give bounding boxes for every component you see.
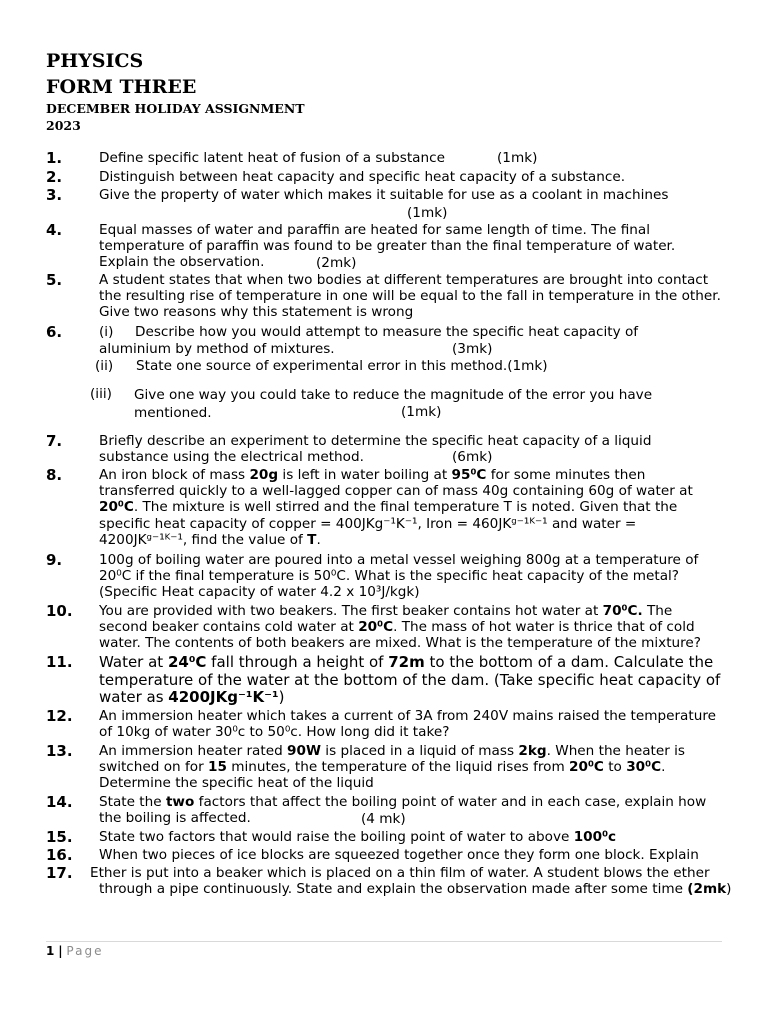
marks-label: (2mk) [316,255,357,271]
question-text: 100g of boiling water are poured into a metal vessel weighing 800g at a temperature of 20⁰C if the final temperature is 50⁰C. What is the specific heat capacity of the metal? (Specific Heat capacity of water 4.2 x 10³J/kgk) [99,552,699,601]
form-title: FORM THREE [46,76,197,98]
marks-label: (4 mk) [361,811,406,827]
marks-label: (1mk) [497,150,538,166]
question-number: 14. [46,793,73,811]
question-number: 17. [46,864,73,882]
question-number: 12. [46,707,73,725]
question-number: 10. [46,602,73,620]
question-text: A student states that when two bodies at different temperatures are brought into contact the resulting rise of temperature in one will be equal to the fall in temperature in the other. Give two reasons why this statement is wrong [99,272,721,321]
part-text: State one source of experimental error in this method.(1mk) [136,358,548,374]
part-label: (ii) [95,358,114,374]
page-label: Page [66,944,104,958]
question-text: Water at 24⁰C fall through a height of 72m to the bottom of a dam. Calculate the temperature of the water at the bottom of the dam. (Take specific heat capacity of water as 4200JKg⁻¹K⁻¹) [99,653,721,706]
question-text: Give the property of water which makes it suitable for use as a coolant in machines [99,187,669,203]
footer-divider [46,941,722,942]
footer-separator: | [58,944,63,958]
year-label: 2023 [46,118,81,133]
question-number: 2. [46,168,63,186]
question-number: 5. [46,271,63,289]
question-number: 15. [46,828,73,846]
page-number: 1 [46,944,55,958]
question-text: Distinguish between heat capacity and specific heat capacity of a substance. [99,169,626,185]
question-text: Briefly describe an experiment to determine the specific heat capacity of a liquid substance using the electrical method. [99,433,652,466]
question-number: 7. [46,432,63,450]
marks-label: (3mk) [452,341,493,357]
question-text: Define specific latent heat of fusion of a substance [99,150,445,166]
question-number: 8. [46,466,63,484]
subject-title: PHYSICS [46,50,144,72]
document-header [46,48,305,134]
part-label: (iii) [90,386,112,402]
question-text: When two pieces of ice blocks are squeezed together once they form one block. Explain [99,847,699,863]
question-number: 13. [46,742,73,760]
question-text: An immersion heater rated 90W is placed in a liquid of mass 2kg. When the heater is switched on for 15 minutes, the temperature of the liquid rises from 20⁰C to 30⁰C. Determine the specific heat of the liquid [99,743,686,792]
question-text: Ether is put into a beaker which is placed on a thin film of water. A student blows the ether through a pipe continuously. State and explain the observation made after some time (2mk) [90,865,732,898]
question-text: Equal masses of water and paraffin are heated for same length of time. The final temperature of paraffin was found to be greater than the final temperature of water. Explain the observation. [99,222,676,271]
question-number: 4. [46,221,63,239]
page-footer [46,944,103,958]
part-text: Give one way you could take to reduce the magnitude of the error you have mentioned. [134,387,653,421]
part-text: Describe how you would attempt to measure the specific heat capacity of aluminium by method of mixtures. [99,324,639,357]
assignment-title: DECEMBER HOLIDAY ASSIGNMENT [46,101,305,116]
question-number: 16. [46,846,73,864]
marks-label: (1mk) [407,205,448,221]
part-label: (i) [99,324,114,340]
question-number: 3. [46,186,63,204]
question-text: State the two factors that affect the boiling point of water and in each case, explain how the boiling is affected. [99,794,707,827]
question-text: An iron block of mass 20g is left in water boiling at 95⁰C for some minutes then transferred quickly to a well-lagged copper can of mass 40g containing 60g of water at 20⁰C. The mixture is well stirred and the final temperature T is noted. Given that the specific heat capacity of copper = 400JKg⁻¹K⁻¹, Iron = 460JKᵍ⁻¹ᴷ⁻¹ and water = 4200JKᵍ⁻¹ᴷ⁻¹, find the value of T. [99,467,693,548]
question-text: State two factors that would raise the boiling point of water to above 100⁰c [99,829,617,845]
question-number: 6. [46,323,63,341]
question-number: 1. [46,149,63,167]
marks-label: (1mk) [401,404,442,420]
marks-label: (6mk) [452,449,493,465]
question-number: 9. [46,551,63,569]
question-text: You are provided with two beakers. The first beaker contains hot water at 70⁰C. The second beaker contains cold water at 20⁰C. The mass of hot water is thrice that of cold water. The contents of both beakers are mixed. What is the temperature of the mixture? [99,603,702,652]
question-text: An immersion heater which takes a current of 3A from 240V mains raised the temperature of 10kg of water 30⁰c to 50⁰c. How long did it take? [99,708,716,741]
question-number: 11. [46,653,73,671]
